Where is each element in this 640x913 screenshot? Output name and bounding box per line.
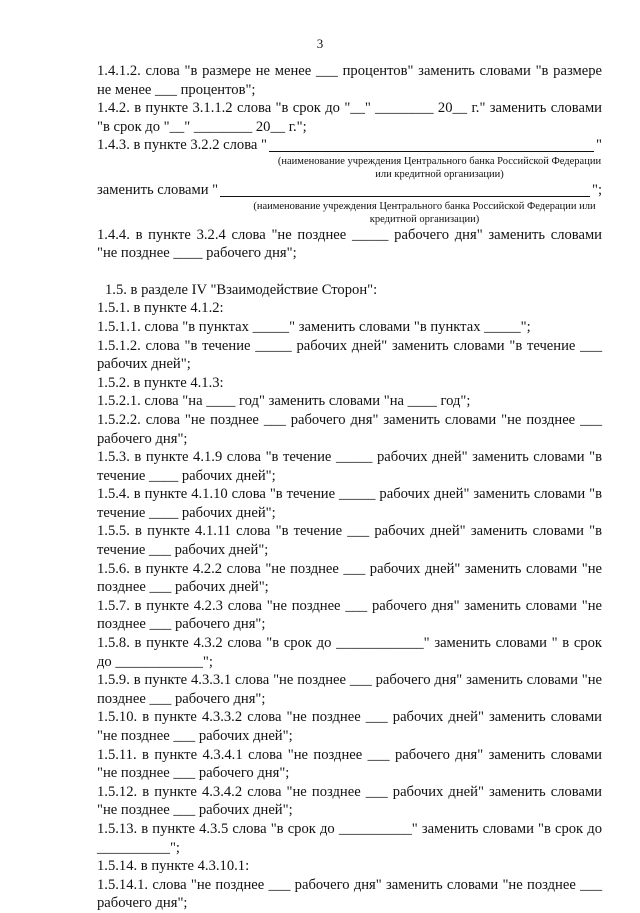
paragraph-1-5-5: 1.5.5. в пункте 4.1.11 слова "в течение ___ рабочих дней" заменить словами "в течение ___ рабочих дней";	[97, 523, 602, 559]
paragraph-1-5-8: 1.5.8. в пункте 4.3.2 слова "в срок до ____________" заменить словами " в срок до ____________";	[97, 635, 602, 670]
paragraph-replace-with	[97, 181, 602, 200]
paragraph-1-5-9: 1.5.9. в пункте 4.3.3.1 слова "не позднее ___ рабочего дня" заменить словами "не позднее ___ рабочего дня";	[97, 672, 602, 707]
paragraph-1-5-13: 1.5.13. в пункте 4.3.5 слова "в срок до __________" заменить словами "в срок до __________";	[97, 820, 602, 856]
paragraph-1-5-14-1: 1.5.14.1. слова "не позднее ___ рабочего дня" заменить словами "не позднее ___ рабочего дня";	[97, 876, 602, 912]
page-number: 3	[316, 36, 324, 51]
spacer	[97, 263, 602, 281]
paragraph-1-4-2: 1.4.2. в пункте 3.1.1.2 слова "в срок до "__" ________ 20__ г." заменить словами "в срок до "__" ________ 20__ г.";	[97, 100, 602, 135]
blank-fill-line	[269, 139, 594, 152]
paragraph-1-5-2: 1.5.2. в пункте 4.1.3:	[97, 374, 224, 391]
paragraph-1-4-4: 1.4.4. в пункте 3.2.4 слова "не позднее _____ рабочего дня" заменить словами "не позднее ____ рабочего дня";	[97, 226, 602, 262]
paragraph-1-5-4: 1.5.4. в пункте 4.1.10 слова "в течение _____ рабочих дней" заменить словами "в течение ____ рабочих дней";	[97, 486, 602, 521]
paragraph-1-5-1-1: 1.5.1.1. слова "в пунктах _____" заменить словами "в пунктах _____";	[97, 318, 531, 335]
caption-bank-name-1: (наименование учреждения Центрального банка Российской Федерации или кредитной организации)	[277, 155, 602, 180]
paragraph-1-5-10: 1.5.10. в пункте 4.3.3.2 слова "не позднее ___ рабочих дней" заменить словами "не позднее ___ рабочих дней";	[97, 709, 602, 744]
paragraph-1-5-1-2: 1.5.1.2. слова "в течение _____ рабочих дней" заменить словами "в течение ___ рабочих дней";	[97, 337, 602, 373]
blank-fill-line	[220, 184, 590, 197]
paragraph-1-5-6: 1.5.6. в пункте 4.2.2 слова "не позднее ___ рабочих дней" заменить словами "не позднее ___ рабочих дней";	[97, 560, 602, 596]
paragraph-1-5-2-1: 1.5.2.1. слова "на ____ год" заменить словами "на ____ год";	[97, 393, 471, 410]
document-body	[97, 62, 602, 913]
section-heading-1-5: 1.5. в разделе IV "Взаимодействие Сторон":	[105, 281, 378, 298]
paragraph-1-5-12: 1.5.12. в пункте 4.3.4.2 слова "не позднее ___ рабочих дней" заменить словами "не позднее ___ рабочих дней";	[97, 783, 602, 819]
paragraph-1-5-14: 1.5.14. в пункте 4.3.10.1:	[97, 858, 250, 875]
paragraph-1-4-3-end: "	[596, 137, 602, 154]
paragraph-1-5-3: 1.5.3. в пункте 4.1.9 слова "в течение _____ рабочих дней" заменить словами "в течение ____ рабочих дней";	[97, 449, 602, 484]
caption-bank-name-2: (наименование учреждения Центрального банка Российской Федерации или кредитной организации)	[253, 200, 596, 225]
paragraph-1-5-2-2: 1.5.2.2. слова "не позднее ___ рабочего дня" заменить словами "не позднее ___ рабочего дня";	[97, 411, 602, 447]
paragraph-replace-end: ";	[591, 181, 602, 198]
paragraph-1-4-1-2: 1.4.1.2. слова "в размере не менее ___ процентов" заменить словами "в размере не менее ___ процентов";	[97, 63, 602, 98]
paragraph-1-5-11: 1.5.11. в пункте 4.3.4.1 слова "не позднее ___ рабочего дня" заменить словами "не позднее ___ рабочего дня";	[97, 746, 602, 782]
paragraph-1-5-7: 1.5.7. в пункте 4.2.3 слова "не позднее ___ рабочего дня" заменить словами "не позднее ___ рабочего дня";	[97, 597, 602, 633]
paragraph-1-5-1: 1.5.1. в пункте 4.1.2:	[97, 300, 224, 317]
paragraph-1-4-3-start: 1.4.3. в пункте 3.2.2 слова "	[97, 137, 268, 154]
paragraph-replace-start: заменить словами "	[97, 181, 219, 198]
paragraph-1-4-3	[97, 136, 602, 155]
